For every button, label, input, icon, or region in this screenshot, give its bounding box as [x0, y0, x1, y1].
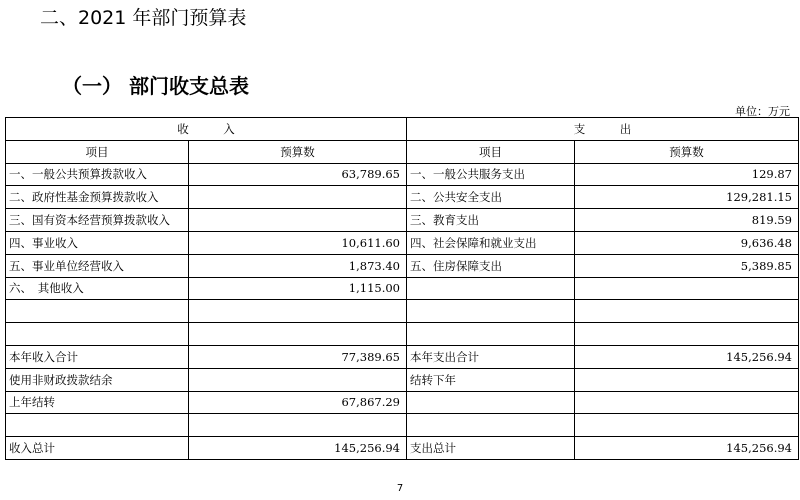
expense-amount-cell: 129.87 [575, 163, 799, 186]
expense-amount-cell [575, 368, 799, 391]
income-item-cell: 二、政府性基金预算拨款收入 [6, 186, 189, 209]
budget-summary-table [5, 117, 799, 460]
expense-item-cell: 一、一般公共服务支出 [407, 163, 575, 186]
expense-item-cell: 三、教育支出 [407, 209, 575, 232]
income-amount-header: 预算数 [189, 140, 407, 163]
expense-amount-cell [575, 414, 799, 437]
income-item-cell: 本年收入合计 [6, 345, 189, 368]
table-row [6, 163, 799, 186]
expense-item-cell [407, 300, 575, 323]
expense-item-cell: 五、住房保障支出 [407, 254, 575, 277]
expense-item-cell [407, 277, 575, 300]
expense-amount-cell: 5,389.85 [575, 254, 799, 277]
income-group-header: 收 入 [6, 118, 407, 141]
expense-amount-cell [575, 391, 799, 414]
table-row [6, 186, 799, 209]
expense-item-cell: 四、社会保障和就业支出 [407, 231, 575, 254]
page-number: 7 [396, 483, 404, 494]
income-amount-cell [189, 300, 407, 323]
expense-amount-cell [575, 323, 799, 346]
income-amount-cell [189, 414, 407, 437]
income-amount-cell [189, 209, 407, 232]
table-row [6, 437, 799, 460]
table-row [6, 345, 799, 368]
income-amount-cell: 63,789.65 [189, 163, 407, 186]
income-item-cell [6, 300, 189, 323]
table-row [6, 368, 799, 391]
expense-item-cell [407, 391, 575, 414]
income-item-cell: 四、事业收入 [6, 231, 189, 254]
expense-group-header: 支 出 [407, 118, 799, 141]
income-item-cell [6, 323, 189, 346]
income-item-cell: 上年结转 [6, 391, 189, 414]
income-item-cell: 收入总计 [6, 437, 189, 460]
section-title: 二、2021 年部门预算表 [40, 7, 247, 29]
expense-item-cell [407, 414, 575, 437]
income-item-cell: 五、事业单位经营收入 [6, 254, 189, 277]
table-row [6, 209, 799, 232]
expense-amount-cell: 145,256.94 [575, 437, 799, 460]
income-item-cell: 一、一般公共预算拨款收入 [6, 163, 189, 186]
income-amount-cell [189, 323, 407, 346]
table-column-header-row [6, 140, 799, 163]
income-amount-cell [189, 186, 407, 209]
income-amount-cell: 145,256.94 [189, 437, 407, 460]
expense-item-cell [407, 323, 575, 346]
table-row [6, 277, 799, 300]
table-row [6, 323, 799, 346]
table-row [6, 254, 799, 277]
expense-amount-cell: 819.59 [575, 209, 799, 232]
table-row [6, 231, 799, 254]
income-amount-cell: 10,611.60 [189, 231, 407, 254]
income-amount-cell: 1,873.40 [189, 254, 407, 277]
expense-item-cell: 二、公共安全支出 [407, 186, 575, 209]
income-amount-cell [189, 368, 407, 391]
expense-amount-cell: 129,281.15 [575, 186, 799, 209]
expense-item-cell: 支出总计 [407, 437, 575, 460]
income-amount-cell: 67,867.29 [189, 391, 407, 414]
income-item-cell [6, 414, 189, 437]
income-item-cell: 使用非财政拨款结余 [6, 368, 189, 391]
expense-amount-cell [575, 277, 799, 300]
table-row [6, 391, 799, 414]
unit-label: 单位：万元 [735, 105, 790, 118]
expense-item-cell: 结转下年 [407, 368, 575, 391]
table-title: （一） 部门收支总表 [62, 74, 249, 98]
expense-amount-cell: 9,636.48 [575, 231, 799, 254]
income-item-cell: 六、 其他收入 [6, 277, 189, 300]
expense-amount-header: 预算数 [575, 140, 799, 163]
table-row [6, 414, 799, 437]
expense-item-cell: 本年支出合计 [407, 345, 575, 368]
expense-item-header: 项目 [407, 140, 575, 163]
income-item-cell: 三、国有资本经营预算拨款收入 [6, 209, 189, 232]
expense-amount-cell: 145,256.94 [575, 345, 799, 368]
income-item-header: 项目 [6, 140, 189, 163]
table-row [6, 300, 799, 323]
income-amount-cell: 77,389.65 [189, 345, 407, 368]
income-amount-cell: 1,115.00 [189, 277, 407, 300]
expense-amount-cell [575, 300, 799, 323]
table-group-header-row [6, 118, 799, 141]
